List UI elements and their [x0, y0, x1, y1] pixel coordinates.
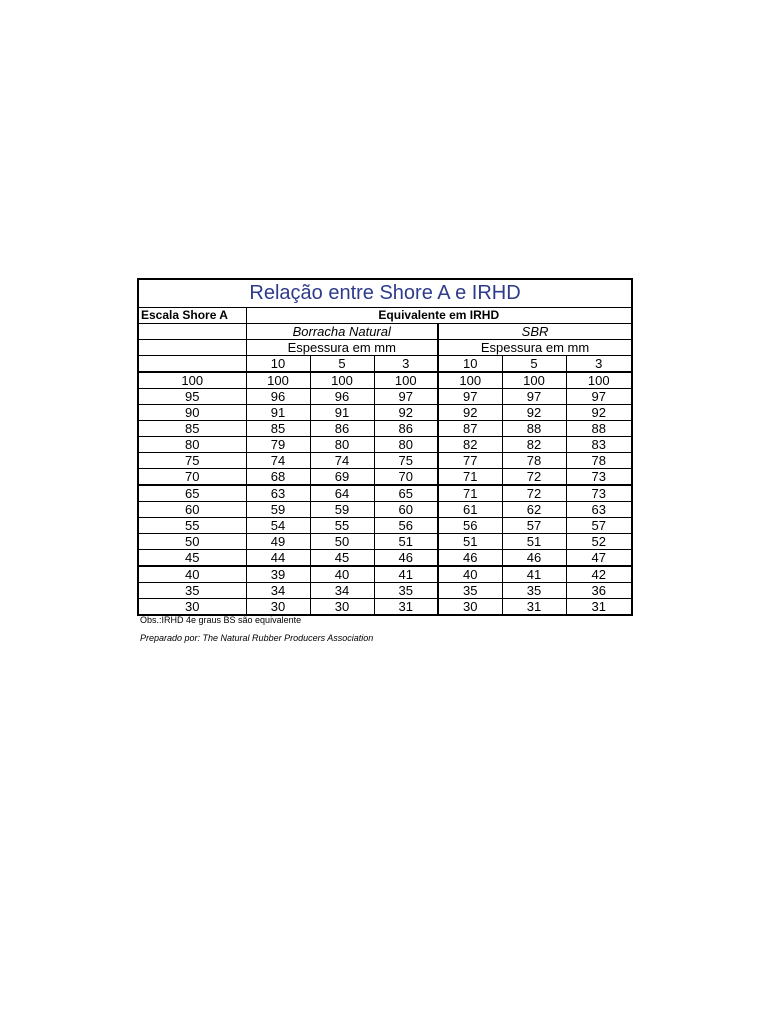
- shore-a-cell: 95: [138, 389, 246, 405]
- irhd-cell: 57: [566, 518, 632, 534]
- irhd-cell: 69: [310, 469, 374, 486]
- irhd-cell: 100: [566, 372, 632, 389]
- irhd-cell: 71: [438, 469, 502, 486]
- irhd-cell: 51: [438, 534, 502, 550]
- thickness-cell: 3: [374, 356, 438, 373]
- table-row: [138, 550, 632, 567]
- irhd-cell: 91: [310, 405, 374, 421]
- irhd-cell: 83: [566, 437, 632, 453]
- shore-a-cell: 30: [138, 599, 246, 616]
- irhd-cell: 86: [310, 421, 374, 437]
- irhd-cell: 72: [502, 469, 566, 486]
- irhd-cell: 59: [246, 502, 310, 518]
- notes: [140, 614, 373, 644]
- irhd-cell: 42: [566, 566, 632, 583]
- prepared-by-note: Preparado por: The Natural Rubber Producers Association: [140, 633, 374, 643]
- table-row: [138, 485, 632, 502]
- shore-a-cell: 90: [138, 405, 246, 421]
- irhd-cell: 61: [438, 502, 502, 518]
- irhd-cell: 96: [246, 389, 310, 405]
- irhd-cell: 97: [438, 389, 502, 405]
- irhd-cell: 77: [438, 453, 502, 469]
- irhd-cell: 31: [374, 599, 438, 616]
- irhd-cell: 92: [502, 405, 566, 421]
- irhd-cell: 63: [566, 502, 632, 518]
- irhd-cell: 46: [438, 550, 502, 567]
- irhd-cell: 100: [502, 372, 566, 389]
- irhd-cell: 82: [502, 437, 566, 453]
- irhd-cell: 30: [310, 599, 374, 616]
- irhd-cell: 36: [566, 583, 632, 599]
- irhd-cell: 34: [310, 583, 374, 599]
- irhd-cell: 31: [502, 599, 566, 616]
- irhd-cell: 79: [246, 437, 310, 453]
- irhd-cell: 39: [246, 566, 310, 583]
- irhd-cell: 54: [246, 518, 310, 534]
- thickness-cell: 10: [246, 356, 310, 373]
- irhd-table: [137, 278, 633, 616]
- irhd-cell: 96: [310, 389, 374, 405]
- irhd-cell: 46: [502, 550, 566, 567]
- table-row: [138, 453, 632, 469]
- irhd-cell: 35: [438, 583, 502, 599]
- shore-a-cell: 75: [138, 453, 246, 469]
- thickness-label-natural: Espessura em mm: [246, 340, 438, 356]
- shore-a-cell: 55: [138, 518, 246, 534]
- irhd-cell: 70: [374, 469, 438, 486]
- shore-a-cell: 65: [138, 485, 246, 502]
- shore-a-cell: 80: [138, 437, 246, 453]
- table-row: [138, 599, 632, 616]
- irhd-cell: 97: [502, 389, 566, 405]
- header-shore-a: Escala Shore A: [138, 308, 246, 324]
- table-row: [138, 469, 632, 486]
- irhd-cell: 44: [246, 550, 310, 567]
- irhd-cell: 64: [310, 485, 374, 502]
- irhd-cell: 92: [438, 405, 502, 421]
- irhd-cell: 80: [374, 437, 438, 453]
- shore-a-cell: 45: [138, 550, 246, 567]
- table-row: [138, 502, 632, 518]
- irhd-cell: 62: [502, 502, 566, 518]
- thickness-cell: 5: [502, 356, 566, 373]
- irhd-cell: 30: [246, 599, 310, 616]
- irhd-cell: 41: [502, 566, 566, 583]
- irhd-cell: 88: [566, 421, 632, 437]
- irhd-cell: 75: [374, 453, 438, 469]
- irhd-cell: 74: [310, 453, 374, 469]
- irhd-cell: 100: [374, 372, 438, 389]
- irhd-cell: 68: [246, 469, 310, 486]
- irhd-cell: 56: [374, 518, 438, 534]
- irhd-cell: 50: [310, 534, 374, 550]
- irhd-cell: 92: [566, 405, 632, 421]
- irhd-cell: 74: [246, 453, 310, 469]
- irhd-cell: 63: [246, 485, 310, 502]
- irhd-cell: 56: [438, 518, 502, 534]
- table-row: [138, 437, 632, 453]
- group-natural-rubber: Borracha Natural: [246, 324, 438, 340]
- irhd-cell: 85: [246, 421, 310, 437]
- irhd-cell: 35: [502, 583, 566, 599]
- irhd-cell: 86: [374, 421, 438, 437]
- irhd-cell: 46: [374, 550, 438, 567]
- thickness-cell: 10: [438, 356, 502, 373]
- irhd-cell: 30: [438, 599, 502, 616]
- irhd-cell: 40: [310, 566, 374, 583]
- table-title: Relação entre Shore A e IRHD: [138, 279, 632, 308]
- table-row: [138, 518, 632, 534]
- irhd-cell: 41: [374, 566, 438, 583]
- irhd-cell: 88: [502, 421, 566, 437]
- irhd-cell: 100: [246, 372, 310, 389]
- irhd-cell: 35: [374, 583, 438, 599]
- irhd-cell: 65: [374, 485, 438, 502]
- irhd-cell: 47: [566, 550, 632, 567]
- irhd-cell: 82: [438, 437, 502, 453]
- table-row: [138, 566, 632, 583]
- irhd-cell: 73: [566, 469, 632, 486]
- irhd-cell: 45: [310, 550, 374, 567]
- irhd-cell: 34: [246, 583, 310, 599]
- shore-a-cell: 60: [138, 502, 246, 518]
- table-row: [138, 389, 632, 405]
- irhd-cell: 91: [246, 405, 310, 421]
- irhd-cell: 55: [310, 518, 374, 534]
- blank-cell: [138, 340, 246, 356]
- irhd-cell: 51: [502, 534, 566, 550]
- irhd-cell: 40: [438, 566, 502, 583]
- irhd-cell: 31: [566, 599, 632, 616]
- irhd-cell: 78: [502, 453, 566, 469]
- table-row: [138, 405, 632, 421]
- thickness-cell: 3: [566, 356, 632, 373]
- shore-a-cell: 50: [138, 534, 246, 550]
- irhd-cell: 71: [438, 485, 502, 502]
- blank-cell: [138, 356, 246, 373]
- header-irhd: Equivalente em IRHD: [246, 308, 632, 324]
- irhd-cell: 72: [502, 485, 566, 502]
- irhd-cell: 78: [566, 453, 632, 469]
- obs-note: Obs.:IRHD 4e graus BS são equivalente: [140, 615, 302, 625]
- irhd-cell: 80: [310, 437, 374, 453]
- irhd-cell: 59: [310, 502, 374, 518]
- irhd-cell: 100: [438, 372, 502, 389]
- irhd-cell: 51: [374, 534, 438, 550]
- table-row: [138, 421, 632, 437]
- irhd-cell: 87: [438, 421, 502, 437]
- thickness-cell: 5: [310, 356, 374, 373]
- irhd-cell: 49: [246, 534, 310, 550]
- irhd-cell: 60: [374, 502, 438, 518]
- shore-a-cell: 85: [138, 421, 246, 437]
- shore-a-cell: 40: [138, 566, 246, 583]
- irhd-cell: 100: [310, 372, 374, 389]
- table-row: [138, 372, 632, 389]
- group-sbr: SBR: [438, 324, 632, 340]
- shore-a-cell: 70: [138, 469, 246, 486]
- shore-a-cell: 100: [138, 372, 246, 389]
- table-row: [138, 534, 632, 550]
- irhd-cell: 57: [502, 518, 566, 534]
- irhd-cell: 52: [566, 534, 632, 550]
- table-row: [138, 583, 632, 599]
- thickness-label-sbr: Espessura em mm: [438, 340, 632, 356]
- irhd-cell: 92: [374, 405, 438, 421]
- irhd-cell: 73: [566, 485, 632, 502]
- shore-a-cell: 35: [138, 583, 246, 599]
- irhd-cell: 97: [566, 389, 632, 405]
- blank-cell: [138, 324, 246, 340]
- irhd-cell: 97: [374, 389, 438, 405]
